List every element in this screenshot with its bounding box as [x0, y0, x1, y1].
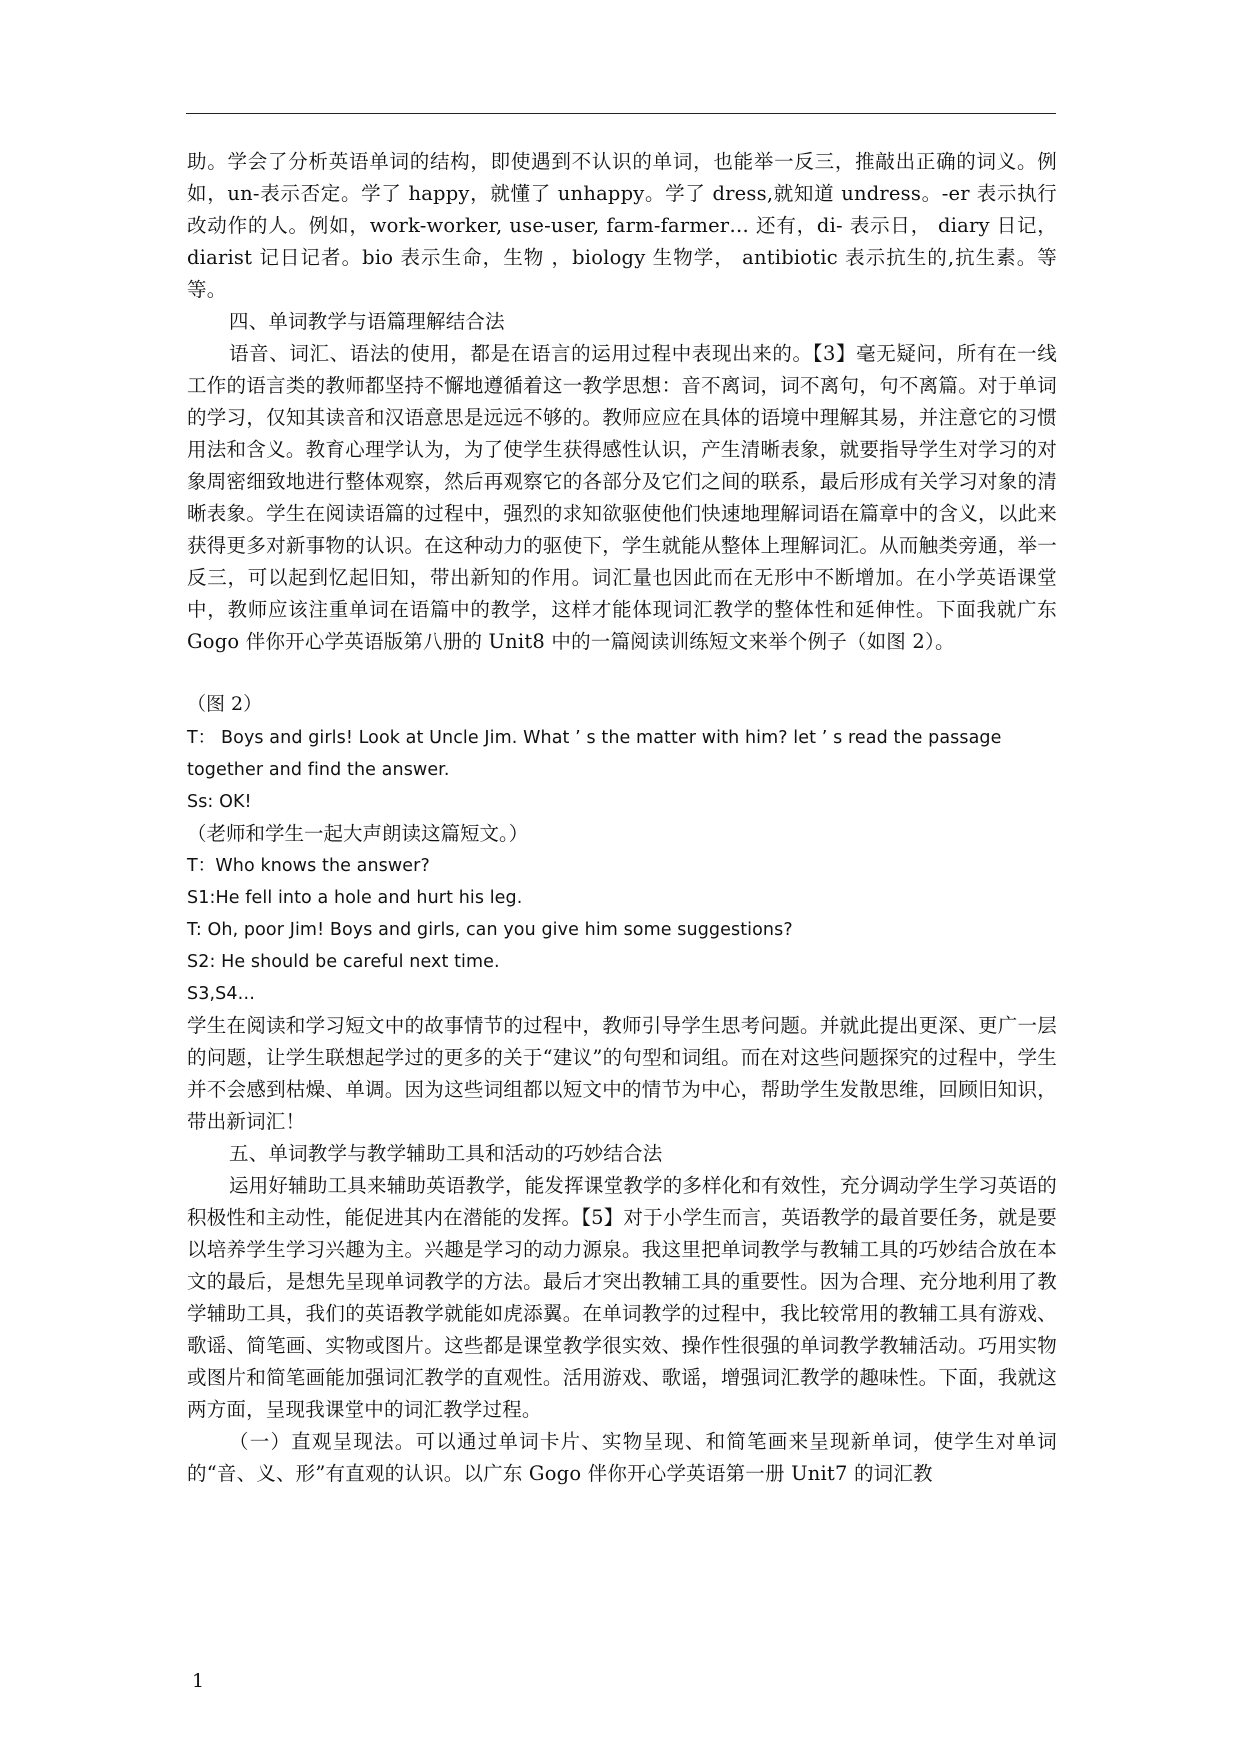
dialogue-line: S1:He fell into a hole and hurt his leg. — [187, 888, 523, 908]
dialogue-line: T：Who knows the answer? — [187, 856, 430, 876]
paragraph-subsection-1: （一）直观呈现法。可以通过单词卡片、实物呈现、和简笔画来呈现新单词，使学生对单词的“音、义、形”有直观的认识。以广东 Gogo 伴你开心学英语第一册 Unit7 的词汇教 — [187, 1430, 1057, 1485]
dialogue-line: S2: He should be careful next time. — [187, 952, 500, 972]
dialogue-line: Ss: OK! — [187, 792, 252, 812]
dialogue-line: T: Oh, poor Jim! Boys and girls, can you give him some suggestions? — [187, 920, 793, 940]
page-number: 1 — [192, 1670, 205, 1692]
header-rule — [186, 113, 1056, 114]
section-heading-4: 四、单词教学与语篇理解结合法 — [229, 310, 505, 333]
dialogue-line: S3,S4… — [187, 984, 256, 1004]
paragraph-section-5: 运用好辅助工具来辅助英语教学，能发挥课堂教学的多样化和有效性，充分调动学生学习英语的积极性和主动性，能促进其内在潜能的发挥。【5】对于小学生而言，英语教学的最首要任务，就是要以培养学生学习兴趣为主。兴趣是学习的动力源泉。我这里把单词教学与教辅工具的巧妙结合放在本文的最后，是想先呈现单词教学的方法。最后才突出教辅工具的重要性。因为合理、充分地利用了教学辅助工具，我们的英语教学就能如虎添翼。在单词教学的过程中，我比较常用的教辅工具有游戏、歌谣、简笔画、实物或图片。这些都是课堂教学很实效、操作性很强的单词教学教辅活动。巧用实物或图片和简笔画能加强词汇教学的直观性。活用游戏、歌谣，增强词汇教学的趣味性。下面，我就这两方面，呈现我课堂中的词汇教学过程。 — [187, 1174, 1057, 1421]
paragraph-continued: 助。学会了分析英语单词的结构，即使遇到不认识的单词，也能举一反三，推敲出正确的词义。例如，un-表示否定。学了 happy，就懂了 unhappy。学了 dress,就知道 undress。-er 表示执行改动作的人。例如，work-worker, use-user, farm-farmer… 还有，di- 表示日， diary 日记， diarist 记日记者。bio 表示生命，生物 ，biology 生物学， antibiotic 表示抗生的,抗生素。等等。 — [187, 150, 1057, 301]
document-body — [187, 146, 1057, 1490]
paragraph-section-4: 语音、词汇、语法的使用，都是在语言的运用过程中表现出来的。【3】毫无疑问，所有在一线工作的语言类的教师都坚持不懈地遵循着这一教学思想：音不离词，词不离句，句不离篇。对于单词的学习，仅知其读音和汉语意思是远远不够的。教师应应在具体的语境中理解其易，并注意它的习惯用法和含义。教育心理学认为，为了使学生获得感性认识，产生清晰表象，就要指导学生对学习的对象周密细致地进行整体观察，然后再观察它的各部分及它们之间的联系，最后形成有关学习对象的清晰表象。学生在阅读语篇的过程中，强烈的求知欲驱使他们快速地理解词语在篇章中的含义，以此来获得更多对新事物的认识。在这种动力的驱使下，学生就能从整体上理解词汇。从而触类旁通，举一反三，可以起到忆起旧知，带出新知的作用。词汇量也因此而在无形中不断增加。在小学英语课堂中，教师应该注重单词在语篇中的教学，这样才能体现词汇教学的整体性和延伸性。下面我就广东 Gogo 伴你开心学英语版第八册的 Unit8 中的一篇阅读训练短文来举个例子（如图 2）。 — [187, 342, 1057, 653]
dialogue-stage-direction: （老师和学生一起大声朗读这篇短文。） — [187, 822, 529, 845]
dialogue-line: T： Boys and girls! Look at Uncle Jim. What ’ s the matter with him? let ’ s read the passage together and find the answer. — [187, 728, 1002, 780]
paragraph-after-dialogue: 学生在阅读和学习短文中的故事情节的过程中，教师引导学生思考问题。并就此提出更深、更广一层的问题，让学生联想起学过的更多的关于“建议”的句型和词组。而在对这些问题探究的过程中，学生并不会感到枯燥、单调。因为这些词组都以短文中的情节为中心，帮助学生发散思维，回顾旧知识，带出新词汇！ — [187, 1014, 1057, 1133]
section-heading-5: 五、单词教学与教学辅助工具和活动的巧妙结合法 — [229, 1142, 663, 1165]
figure-label: （图 2） — [187, 693, 263, 715]
